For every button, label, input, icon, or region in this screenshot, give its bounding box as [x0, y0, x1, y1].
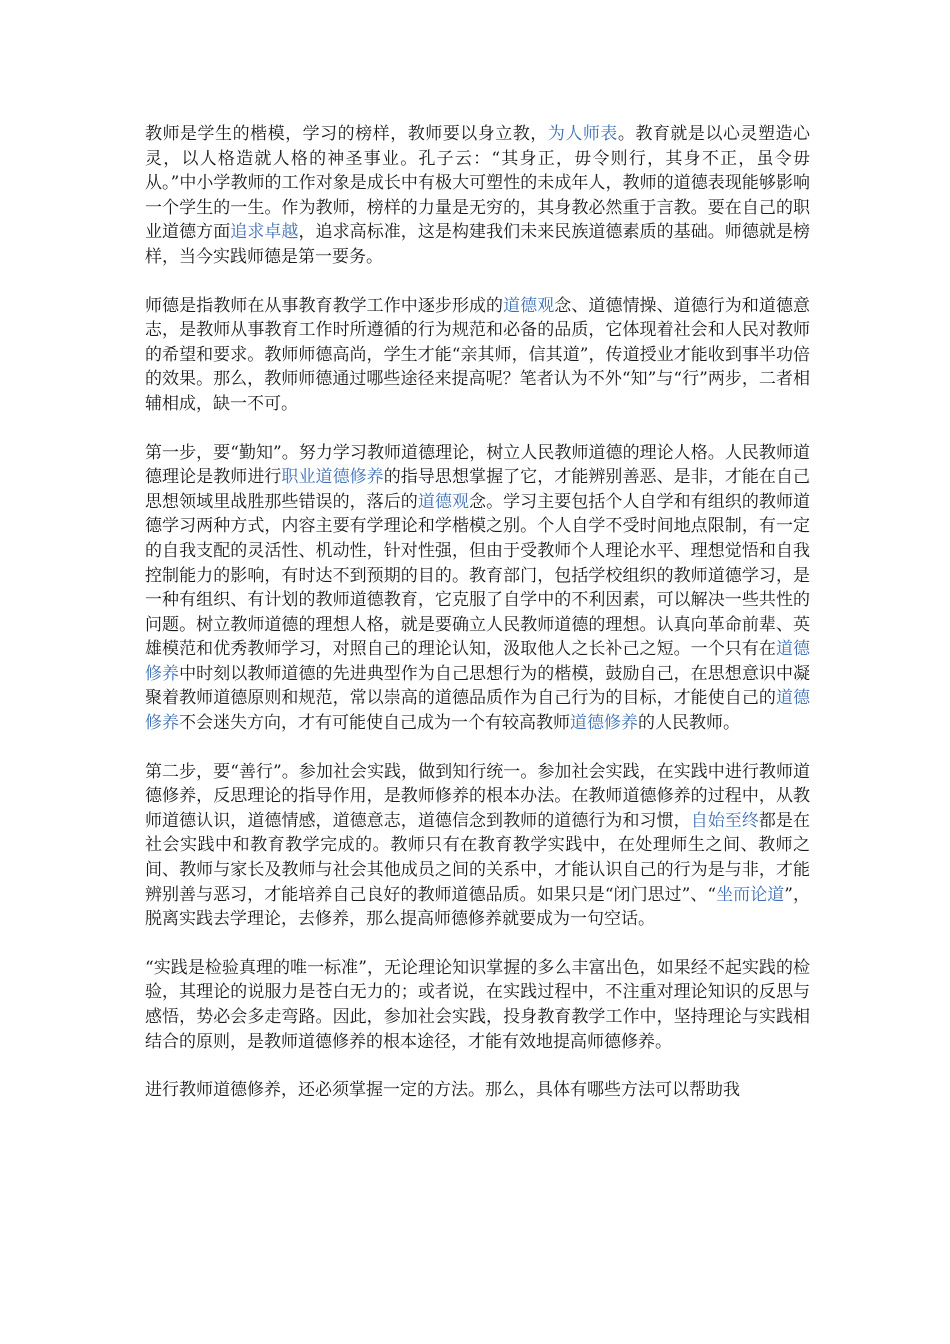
paragraph-6: [145, 1078, 810, 1103]
link-zi-shi-zhi-zhong[interactable]: 自始至终: [690, 810, 759, 831]
link-dao-de-xiu-yang-1[interactable]: 道德修养: [145, 639, 811, 684]
paragraph-1-text-2: 。教育就是以心灵塑造心灵，以人格造就人格的神圣事业。孔子云：“其身正，毋令则行，其身不正，虽令毋从。”中小学教师的工作对象是成长中有极大可塑性的未成年人，教师的道德表现能够影响一个学生的一生。作为教师，榜样的力量是无穷的，其身教必然重于言教。要在自己的职业道德方面: [145, 124, 811, 243]
paragraph-4-text-1: 第二步，要“善行”。参加社会实践，做到知行统一。参加社会实践，在实践中进行教师道德修养，反思理论的指导作用，是教师修养的根本办法。在教师道德修养的过程中，从教师道德认识，道德情感，道德意志，道德信念到教师的道德行为和习惯，: [145, 761, 810, 831]
link-zhi-ye-dao-de-xiu-yang[interactable]: 职业道德修养: [281, 467, 384, 488]
paragraph-4-text-3: ”，脱离实践去学理论，去修养，那么提高师德修养就要成为一句空话。: [145, 884, 810, 930]
paragraph-2: [145, 294, 810, 417]
paragraph-3-text-5: 不会迷失方向，才有可能使自己成为一个有较高教师: [179, 713, 570, 734]
link-wei-ren-shi-biao[interactable]: 为人师表: [547, 124, 618, 144]
link-zhui-qiu-zhuo-yue[interactable]: 追求卓越: [230, 222, 299, 243]
paragraph-5: [145, 956, 810, 1054]
paragraph-1-text-3: ，追求高标准，这是构建我们未来民族道德素质的基础。师德就是榜样，当今实践师德是第一要务。: [145, 222, 811, 267]
link-dao-de-xiu-yang-2[interactable]: 道德修养: [145, 688, 811, 734]
paragraph-3-text-1: 第一步，要“勤知”。努力学习教师道德理论，树立人民教师道德的理论人格。人民教师道德理论是教师进行: [145, 442, 810, 488]
link-dao-de-xiu-yang-3[interactable]: 道德修养: [570, 713, 638, 734]
paragraph-1-text-1: 教师是学生的楷模，学习的榜样，教师要以身立教，: [145, 124, 548, 144]
paragraph-3: [145, 441, 810, 736]
paragraph-1: [145, 122, 810, 270]
link-zuo-er-lun-dao[interactable]: 坐而论道: [716, 884, 785, 905]
paragraph-2-text-2: 念、道德情操、道德行为和道德意志，是教师从事教育工作时所遵循的行为规范和必备的品质，它体现着社会和人民对教师的希望和要求。教师师德高尚，学生才能“亲其师，信其道”，传道授业才能收到事半功倍的效果。那么，教师师德通过哪些途径来提高呢？笔者认为不外“知”与“行”两步，二者相辅相成，缺一不可。: [145, 295, 811, 414]
link-dao-de-guan[interactable]: 道德观: [503, 295, 555, 316]
paragraph-5-text-1: “实践是检验真理的唯一标准”，无论理论知识掌握的多么丰富出色，如果经不起实践的检验，其理论的说服力是苍白无力的；或者说，在实践过程中，不注重对理论知识的反思与感悟，势必会多走弯路。因此，参加社会实践，投身教育教学工作中，坚持理论与实践相结合的原则，是教师道德修养的根本途径，才能有效地提高师德修养。: [145, 957, 810, 1052]
paragraph-2-text-1: 师德是指教师在从事教育教学工作中逐步形成的: [145, 295, 504, 316]
paragraph-3-text-6: 的人民教师。: [638, 713, 740, 734]
document-body: [145, 122, 810, 1127]
paragraph-4-text-2: 都是在社会实践中和教育教学完成的。教师只有在教育教学实践中，在处理师生之间、教师之间、教师与家长及教师与社会其他成员之间的关系中，才能认识自己的行为是与非，才能辨别善与恶习，才能培养自己良好的教师道德品质。如果只是“闭门思过”、“: [145, 810, 811, 905]
paragraph-6-text-1: 进行教师道德修养，还必须掌握一定的方法。那么，具体有哪些方法可以帮助我: [145, 1080, 740, 1101]
link-dao-de-guan-2[interactable]: 道德观: [417, 491, 470, 512]
paragraph-3-text-4: 中时刻以教师道德的先进典型作为自己思想行为的楷模，鼓励自己，在思想意识中凝聚着教师道德原则和规范，常以崇高的道德品质作为自己行为的目标，才能使自己的: [145, 663, 811, 709]
paragraph-3-text-3: 念。学习主要包括个人自学和有组织的教师道德学习两种方式，内容主要有学理论和学楷模之别。个人自学不受时间地点限制，有一定的自我支配的灵活性、机动性，针对性强，但由于受教师个人理论水平、理想觉悟和自我控制能力的影响，有时达不到预期的目的。教育部门，包括学校组织的教师道德学习，是一种有组织、有计划的教师道德教育，它克服了自学中的不利因素，可以解决一些共性的问题。树立教师道德的理想人格，就是要确立人民教师道德的理想。认真向革命前辈、英雄模范和优秀教师学习，对照自己的理论认知，汲取他人之长补己之短。一个只有在: [145, 491, 811, 660]
paragraph-4: [145, 760, 810, 932]
paragraph-3-text-2: 的指导思想掌握了它，才能辨别善恶、是非，才能在自己思想领域里战胜那些错误的，落后的: [145, 467, 811, 512]
